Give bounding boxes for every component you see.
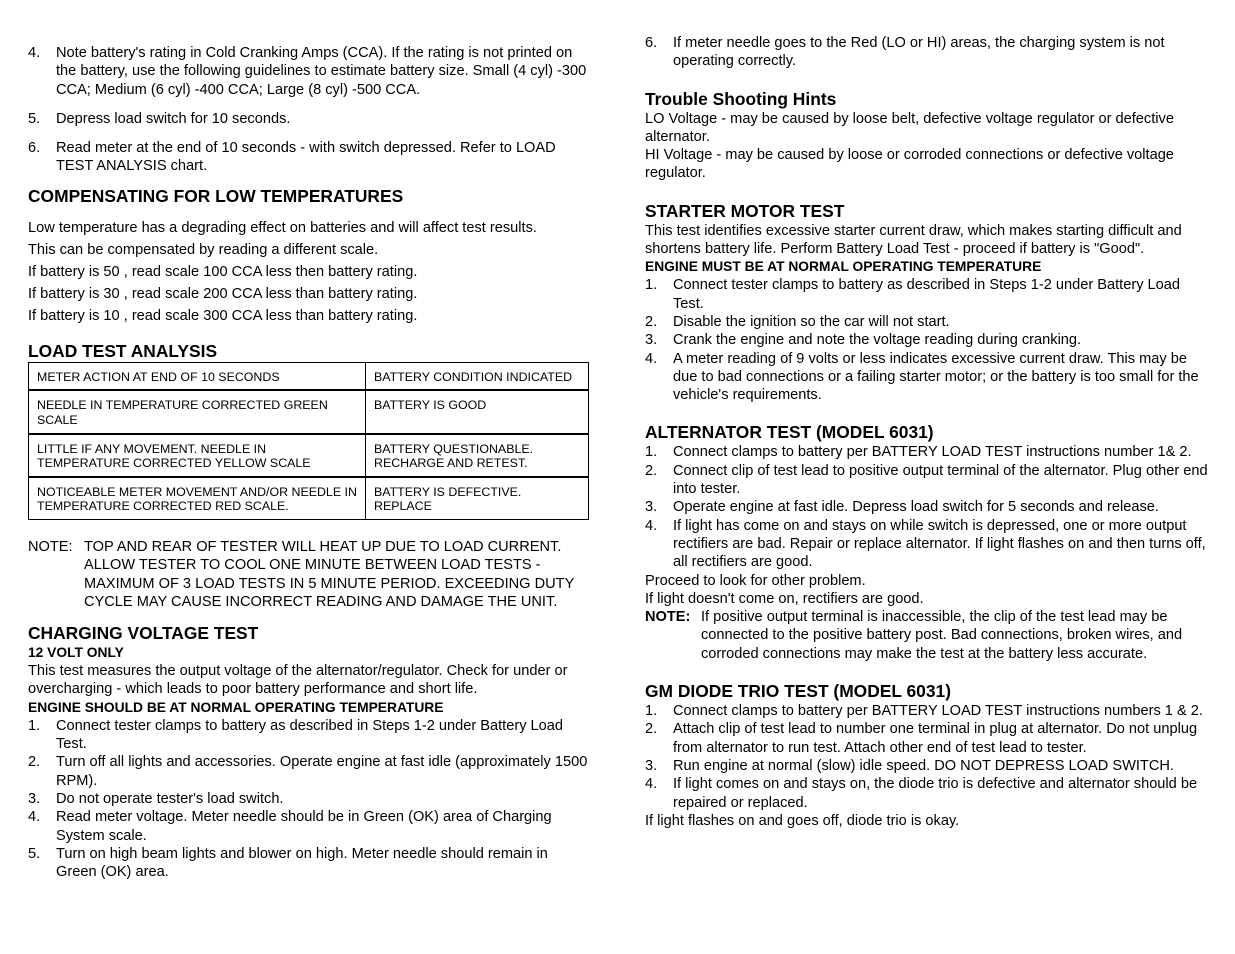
list-item: 6. Read meter at the end of 10 seconds - with switch depressed. Refer to LOAD TEST ANALYSIS chart. [28, 140, 556, 175]
table-row: LITTLE IF ANY MOVEMENT. NEEDLE IN TEMPERATURE CORRECTED YELLOW SCALE BATTERY QUESTIONABLE. RECHARGE AND RETEST. [29, 434, 589, 477]
alternator-note: NOTE: If positive output terminal is inaccessible, the clip of the test lead may be connected to the positive battery post. Bad connections, broken wires, and corroded connections may make the test at the battery less accurate. [645, 609, 1183, 662]
charging-subheading: 12 VOLT ONLY [28, 645, 124, 661]
starter-warning: ENGINE MUST BE AT NORMAL OPERATING TEMPERATURE [645, 259, 1042, 275]
charging-step-6 [645, 34, 1211, 71]
table-row: NEEDLE IN TEMPERATURE CORRECTED GREEN SCALE BATTERY IS GOOD [29, 390, 589, 433]
starter-intro: This test identifies excessive starter current draw, which makes starting difficult and shortens battery life. Perform Battery Load Test - proceed if battery is "Good". [645, 222, 1182, 258]
list-item: 5. Turn on high beam lights and blower on high. Meter needle should remain in Green (OK) area. [28, 845, 548, 881]
list-item: 2. Connect clip of test lead to positive output terminal of the alternator. Plug other end into tester. [645, 462, 1208, 498]
starter-heading: STARTER MOTOR TEST [645, 200, 845, 221]
compensating-heading: COMPENSATING FOR LOW TEMPERATURES [28, 185, 404, 206]
charging-heading: CHARGING VOLTAGE TEST [28, 623, 259, 644]
load-test-table [28, 362, 589, 520]
list-item: 2. Attach clip of test lead to number one terminal in plug at alternator. Do not unplug from alternator to run test. Attach other end of test lead to tester. [645, 721, 1198, 756]
list-item: 4. Note battery's rating in Cold Cranking Amps (CCA). If the rating is not printed on the battery, use the following guidelines to estimate battery size. Small (4 cyl) -300 CCA; Medium (6 cyl) -400 CCA; Large (8 cyl) -500 CCA. [28, 45, 587, 98]
table-row: NOTICEABLE METER MOVEMENT AND/OR NEEDLE IN TEMPERATURE CORRECTED RED SCALE. BATTERY IS DEFECTIVE. REPLACE [29, 477, 589, 520]
diode-heading: GM DIODE TRIO TEST (MODEL 6031) [645, 681, 951, 702]
list-item: 2. Turn off all lights and accessories. Operate engine at fast idle (approximately 1500 RPM). [28, 754, 588, 789]
list-item: 1. Connect tester clamps to battery as described in Steps 1-2 under Battery Load Test. [645, 277, 1181, 312]
right-column: 6. If meter needle goes to the Red (LO or HI) areas, the charging system is not operating correctly. Trouble Shooting Hints LO Voltage - may be caused by loose belt, defective voltage regulator or defective alternator. HI Voltage - may be caused by loose or corroded connections or defective voltage regulator. STARTER MOTOR TEST This test identifies excessive starter current draw, which makes starting difficult and shortens battery life. Perform Battery Load Test - proceed if battery is "Good". ENGINE MUST BE AT NORMAL OPERATING TEMPERATURE 1. Connect tester clamps to battery as described in Steps 1-2 under Battery Load Test. 2. Disable the ignition so the car will not start. 3. Crank the engine and note the voltage reading during cranking. 4. A meter reading of 9 volts or less indicates excessive current draw. This may be due to bad connections or a failing starter motor; or the battery is too small for the vehicle's requirements. ALTERNATOR TEST (MODEL 6031) 1. Connect clamps to battery per BATTERY LOAD TEST instructions number 1& 2. 2. Connect clip of test lead to positive output terminal of the alternator. Plug other end into tester. 3. Operate engine at fast idle. Depress load switch for 5 seconds and release. 4. If light has come on and stays on while switch is depressed, one or more output rectifiers are bad. Repair or replace alternator. If light flashes on and then turns off, all rectifiers are good. Proceed to look for other problem. If light doesn't come on, rectifiers are good. NOTE: If positive output terminal is inaccessible, the clip of the test lead may be connected to the positive battery post. Bad connections, broken wires, and corroded connections may make the test at the battery less accurate. GM DIODE TRIO TEST (MODEL 6031) 1. Connect clamps to battery per BATTERY LOAD TEST instructions numbers 1 & 2. 2. Attach clip of test lead to number one terminal in plug at alternator. Do not unplug from alternator to run test. Attach other end of test lead to tester. 3. Run engine at normal (slow) idle speed. DO NOT DEPRESS LOAD SWITCH. 4. If light comes on and stays on, the diode trio is defective and alternator should be repaired or replaced. If light flashes on and goes off, diode trio is okay. [645, 0, 1211, 830]
alternator-heading: ALTERNATOR TEST (MODEL 6031) [645, 422, 934, 443]
list-item: 4. If light comes on and stays on, the diode trio is defective and alternator should be repaired or replaced. [645, 776, 1198, 811]
list-item: 4. If light has come on and stays on while switch is depressed, one or more output rectifiers are bad. Repair or replace alternator. If light flashes on and then turns off, all rectifiers are good. [645, 517, 1206, 571]
diode-result: If light flashes on and goes off, diode trio is okay. [645, 812, 960, 829]
starter-steps-list [645, 276, 1211, 404]
list-item: 1. Connect tester clamps to battery as described in Steps 1-2 under Battery Load Test. [28, 717, 564, 753]
charging-steps-list [28, 717, 590, 882]
heat-note: NOTE: TOP AND REAR OF TESTER WILL HEAT UP DUE TO LOAD CURRENT. ALLOW TESTER TO COOL ONE MINUTE BETWEEN LOAD TESTS - MAXIMUM OF 3 LOAD TESTS IN 5 MINUTE PERIOD. EXCEEDING DUTY CYCLE MAY CAUSE INCORRECT READING AND DAMAGE THE UNIT. [28, 538, 575, 610]
list-item: 3. Run engine at normal (slow) idle speed. DO NOT DEPRESS LOAD SWITCH. [645, 757, 1174, 774]
trouble-heading: Trouble Shooting Hints [645, 88, 837, 109]
left-column [28, 0, 590, 881]
list-item: 3. Operate engine at fast idle. Depress load switch for 5 seconds and release. [645, 499, 1159, 516]
list-item: 5. Depress load switch for 10 seconds. [28, 110, 291, 127]
alternator-steps-list [645, 443, 1211, 571]
list-item: 3. Crank the engine and note the voltage reading during cranking. [645, 332, 1082, 349]
charging-intro: This test measures the output voltage of the alternator/regulator. Check for under or overcharging - which leads to poor battery performance and short life. [28, 663, 568, 698]
diode-steps-list [645, 702, 1211, 812]
list-item: 6. If meter needle goes to the Red (LO or HI) areas, the charging system is not operating correctly. [645, 35, 1165, 70]
list-item: 1. Connect clamps to battery per BATTERY LOAD TEST instructions numbers 1 & 2. [645, 703, 1203, 720]
load-test-heading: LOAD TEST ANALYSIS [28, 340, 218, 361]
table-row: METER ACTION AT END OF 10 SECONDS BATTERY CONDITION INDICATED [29, 362, 589, 390]
charging-warning: ENGINE SHOULD BE AT NORMAL OPERATING TEMPERATURE [28, 699, 444, 715]
battery-steps-list [28, 44, 590, 176]
list-item: 2. Disable the ignition so the car will not start. [645, 313, 950, 330]
list-item: 3. Do not operate tester's load switch. [28, 790, 284, 807]
list-item: 1. Connect clamps to battery per BATTERY LOAD TEST instructions number 1& 2. [645, 444, 1192, 461]
list-item: 4. Read meter voltage. Meter needle should be in Green (OK) area of Charging System scale. [28, 809, 552, 844]
list-item: 4. A meter reading of 9 volts or less indicates excessive current draw. This may be due to bad connections or a failing starter motor; or the battery is too small for the vehicle's requirements. [645, 350, 1199, 404]
compensating-text: Low temperature has a degrading effect on batteries and will affect test results. This can be compensated by reading a different scale. If battery is 50 , read scale 100 CCA less then battery rating. If battery is 30 , read scale 200 CCA less than battery rating. If battery is 10 , read scale 300 CCA less than battery rating. [28, 219, 537, 324]
